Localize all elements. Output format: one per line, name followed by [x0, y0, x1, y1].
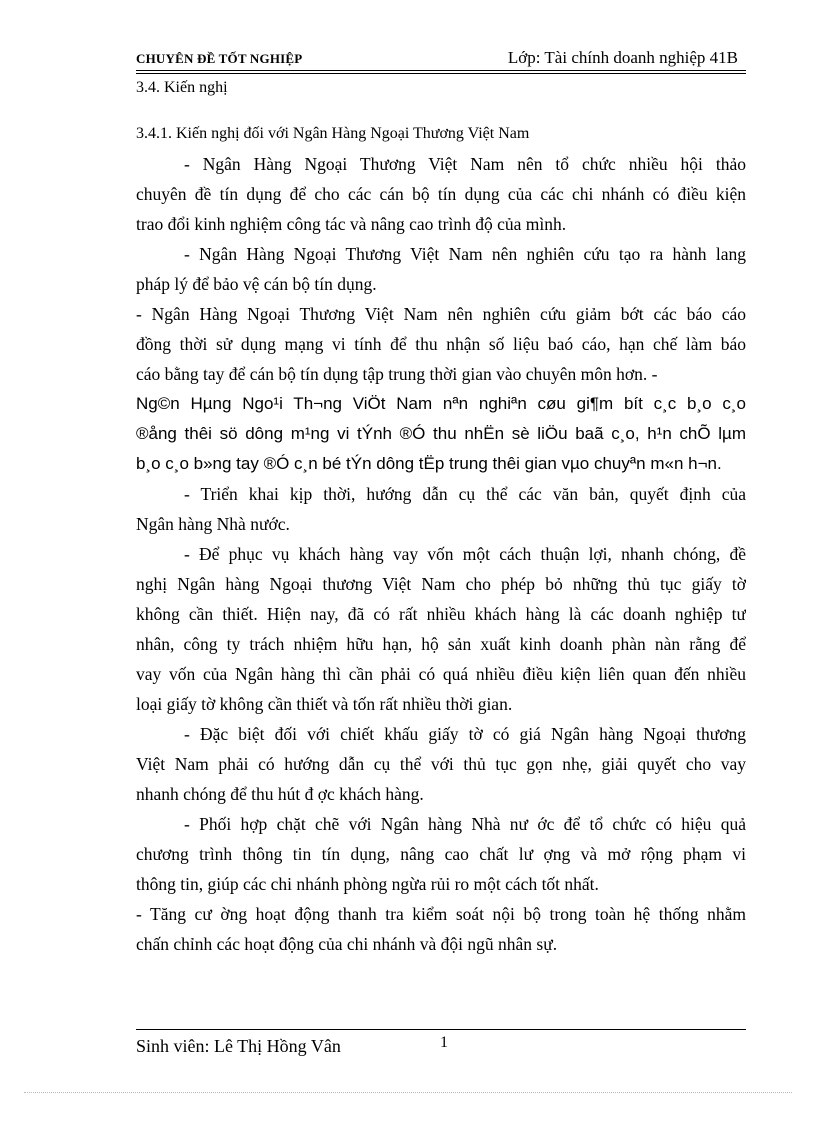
body-line: Việt Nam phải có hướng dẫn cụ thể với thủ tục gọn nhẹ, giải quyết cho vay	[136, 754, 746, 774]
subsection-title: 3.4.1. Kiến nghị đối với Ngân Hàng Ngoại Thương Việt Nam	[136, 125, 530, 142]
header-rule	[136, 73, 746, 74]
body-line: chấn chỉnh các hoạt động của chi nhánh và đội ngũ nhân sự.	[136, 934, 558, 954]
body-line: pháp lý để bảo vệ cán bộ tín dụng.	[136, 274, 377, 294]
body-line: Ngân hàng Nhà nước.	[136, 514, 290, 534]
body-line: - Đặc biệt đối với chiết khấu giấy tờ có giá Ngân hàng Ngoại thương	[184, 724, 746, 744]
garbled-line: Ng©n Hµng Ngo¹i Th¬ng ViÖt Nam nªn nghiªn cøu gi¶m bít c¸c b¸o c¸o	[136, 394, 746, 413]
page-break-dots	[24, 1092, 792, 1093]
footer-student: Sinh viên: Lê Thị Hồng Vân	[136, 1036, 341, 1056]
body-line: không cần thiết. Hiện nay, đã có rất nhiều khách hàng là các doanh nghiệp tư	[136, 604, 746, 624]
body-line: trao đổi kinh nghiệm công tác và nâng cao trình độ của mình.	[136, 214, 567, 234]
header-rule	[136, 70, 746, 71]
body-line: chuyên đề tín dụng để cho các cán bộ tín dụng của các chi nhánh có điều kiện	[136, 184, 746, 204]
body-line: loại giấy tờ không cần thiết và tốn rất nhiều thời gian.	[136, 694, 513, 714]
section-title: 3.4. Kiến nghị	[136, 79, 228, 96]
body-line: - Ngân Hàng Ngoại Thương Việt Nam nên nghiên cứu tạo ra hành lang	[184, 244, 746, 264]
body-line: thông tin, giúp các chi nhánh phòng ngừa rủi ro một cách tốt nhất.	[136, 874, 599, 894]
body-line: - Để phục vụ khách hàng vay vốn một cách thuận lợi, nhanh chóng, đề	[184, 544, 746, 564]
body-line: nhân, công ty trách nhiệm hữu hạn, hộ sản xuất kinh doanh phàn nàn rằng để	[136, 634, 746, 654]
garbled-line: b¸o c¸o b»ng tay ®Ó c¸n bé tÝn dông tËp trung thêi gian vµo chuyªn m«n h¬n.	[136, 454, 722, 473]
body-line: - Phối hợp chặt chẽ với Ngân hàng Nhà nư ớc để tổ chức có hiệu quả	[184, 814, 746, 834]
page-number: 1	[440, 1034, 448, 1051]
body-line: - Tăng cư ờng hoạt động thanh tra kiểm soát nội bộ trong toàn hệ thống nhằm	[136, 904, 746, 924]
body-line: đồng thời sử dụng mạng vi tính để thu nhận số liệu baó cáo, hạn chế làm báo	[136, 334, 746, 354]
body-line: nhanh chóng để thu hút đ ợc khách hàng.	[136, 784, 424, 804]
page-header-left: CHUYÊN ĐỀ TỐT NGHIỆP	[136, 51, 303, 66]
body-line: nghị Ngân hàng Ngoại thương Việt Nam cho phép bỏ những thủ tục giấy tờ	[136, 574, 746, 594]
page-header-right: Lớp: Tài chính doanh nghiệp 41B	[507, 48, 738, 67]
body-line: chương trình thông tin tín dụng, nâng cao chất lư ợng và mở rộng phạm vi	[136, 844, 746, 864]
body-line: - Ngân Hàng Ngoại Thương Việt Nam nên nghiên cứu giảm bớt các báo cáo	[136, 304, 746, 324]
body-line: - Ngân Hàng Ngoại Thương Việt Nam nên tổ chức nhiều hội thảo	[184, 154, 746, 174]
body-line: vay vốn của Ngân hàng thì cần phải có quá nhiều điều kiện liên quan đến nhiều	[136, 664, 746, 684]
footer-rule	[136, 1029, 746, 1030]
garbled-line: ®ång thêi sö dông m¹ng vi tÝnh ®Ó thu nhËn sè liÖu baã c¸o, h¹n chÕ lµm	[136, 424, 746, 443]
body-line: cáo bằng tay để cán bộ tín dụng tập trung thời gian vào chuyên môn hơn. -	[136, 364, 658, 384]
body-line: - Triển khai kịp thời, hướng dẫn cụ thể các văn bản, quyết định của	[184, 484, 746, 504]
